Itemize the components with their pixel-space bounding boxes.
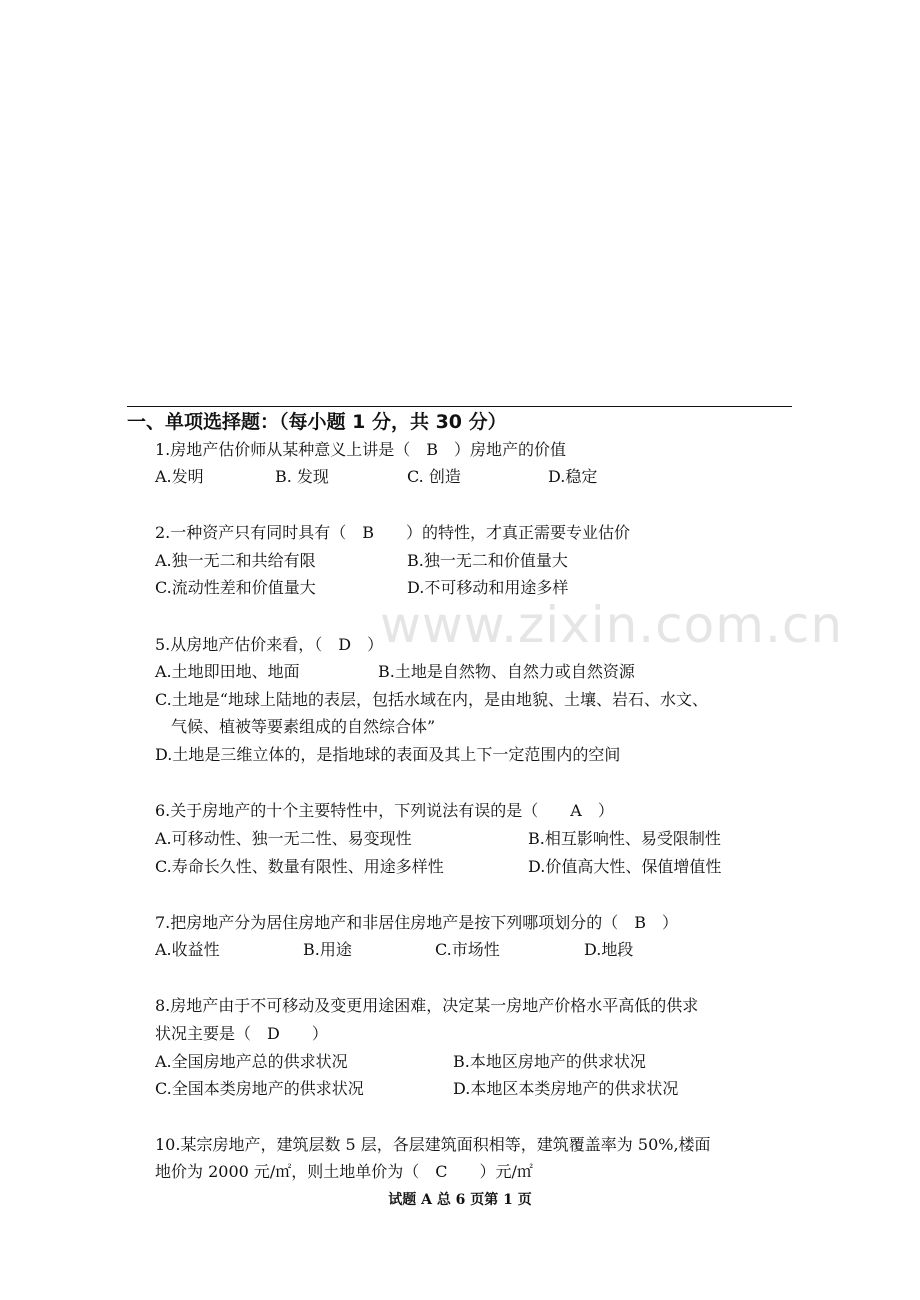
question-7-option-b: B.用途 — [303, 940, 352, 959]
question-7-stem: 7.把房地产分为居住房地产和非居住房地产是按下列哪项划分的（ B ） — [155, 913, 679, 932]
question-5-option-c-cont: 气候、植被等要素组成的自然综合体” — [171, 717, 436, 736]
question-2-option-c: C.流动性差和价值量大 — [155, 578, 316, 597]
question-6-stem: 6.关于房地产的十个主要特性中，下列说法有误的是（ A ） — [155, 801, 614, 820]
question-1-stem: 1.房地产估价师从某种意义上讲是（ B ）房地产的价值 — [155, 440, 567, 459]
question-10-stem-cont: 地价为 2000 元/㎡，则土地单价为（ C ）元/㎡ — [155, 1162, 533, 1181]
question-5-option-a: A.土地即田地、地面 — [155, 662, 300, 681]
question-8-stem-cont: 状况主要是（ D ） — [155, 1024, 328, 1043]
question-2-option-b: B.独一无二和价值量大 — [407, 551, 568, 570]
section-title: 一、单项选择题：（每小题 1 分，共 30 分） — [127, 411, 507, 433]
question-8-stem: 8.房地产由于不可移动及变更用途困难，决定某一房地产价格水平高低的供求 — [155, 996, 699, 1015]
question-7-option-c: C.市场性 — [435, 940, 500, 959]
question-8-option-a: A.全国房地产总的供求状况 — [155, 1052, 348, 1071]
question-8-option-b: B.本地区房地产的供求状况 — [453, 1052, 646, 1071]
question-1-option-b: B. 发现 — [275, 467, 329, 486]
question-10-stem: 10.某宗房地产，建筑层数 5 层，各层建筑面积相等，建筑覆盖率为 50%,楼面 — [155, 1135, 711, 1154]
question-2-stem: 2.一种资产只有同时具有（ B ）的特性，才真正需要专业估价 — [155, 523, 631, 542]
question-2-option-d: D.不可移动和用途多样 — [407, 578, 569, 597]
question-5-option-d: D.土地是三维立体的，是指地球的表面及其上下一定范围内的空间 — [155, 745, 621, 764]
page-footer: 试题 A 总 6 页第 1 页 — [388, 1192, 532, 1208]
question-1-option-d: D.稳定 — [548, 467, 598, 486]
watermark: www.zixin.com.cn — [380, 596, 844, 654]
question-7-option-a: A.收益性 — [155, 940, 220, 959]
question-5-option-b: B.土地是自然物、自然力或自然资源 — [378, 662, 635, 681]
question-1-option-c: C. 创造 — [407, 467, 461, 486]
question-6-option-b: B.相互影响性、易受限制性 — [528, 829, 721, 848]
question-6-option-d: D.价值高大性、保值增值性 — [528, 857, 722, 876]
question-5-option-c: C.土地是“地球上陆地的表层，包括水域在内，是由地貌、土壤、岩石、水文、 — [155, 690, 708, 709]
question-6-option-c: C.寿命长久性、数量有限性、用途多样性 — [155, 857, 444, 876]
question-7-option-d: D.地段 — [584, 940, 634, 959]
header-rule — [127, 406, 792, 407]
question-8-option-c: C.全国本类房地产的供求状况 — [155, 1079, 364, 1098]
question-2-option-a: A.独一无二和共给有限 — [155, 551, 316, 570]
question-8-option-d: D.本地区本类房地产的供求状况 — [453, 1079, 679, 1098]
question-1-option-a: A.发明 — [155, 467, 204, 486]
question-6-option-a: A.可移动性、独一无二性、易变现性 — [155, 829, 412, 848]
question-5-stem: 5.从房地产估价来看，（ D ） — [155, 635, 384, 654]
